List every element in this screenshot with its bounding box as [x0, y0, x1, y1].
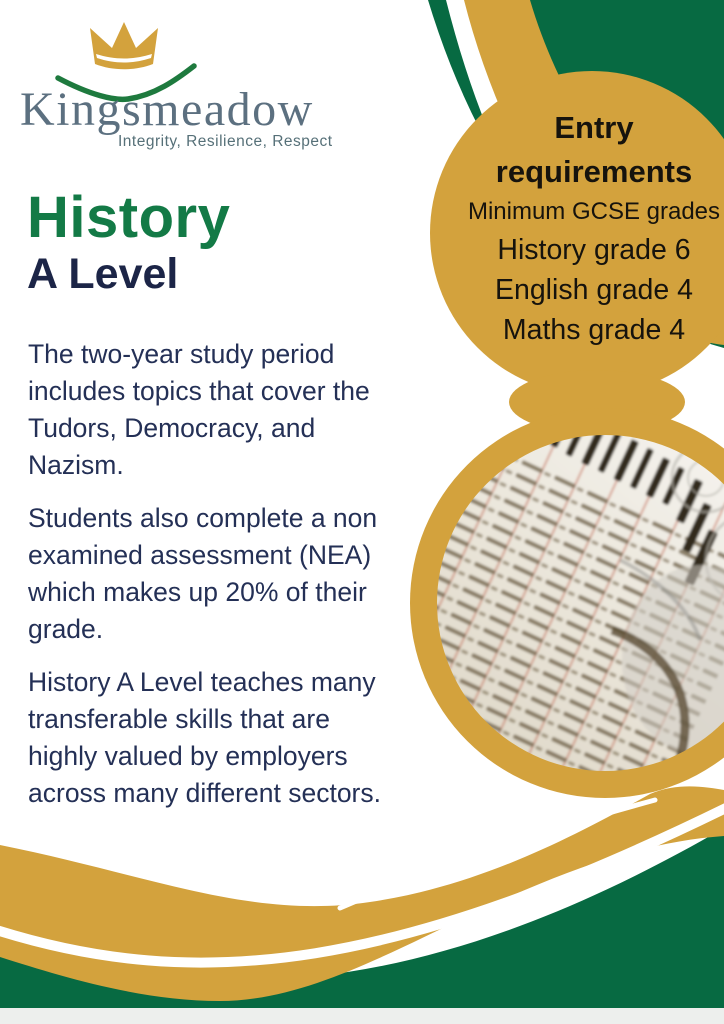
paragraph-skills: History A Level teaches many transferable skills that are highly valued by employers across many different sectors.: [28, 667, 381, 808]
course-subject: History: [27, 185, 231, 250]
course-level: A Level: [27, 249, 179, 298]
logo-wordmark: Kingsmeadow: [20, 83, 314, 136]
grade-requirement-english: English grade 4: [494, 274, 694, 306]
bottom-edge-strip: [0, 1008, 724, 1024]
course-description: [28, 336, 458, 828]
course-title: [27, 186, 230, 299]
school-logo: [0, 0, 360, 170]
logo-tagline: Integrity, Resilience, Respect: [118, 133, 333, 150]
paragraph-study-period: The two-year study period includes topics that cover the Tudors, Democracy, and Nazism.: [28, 339, 370, 480]
entry-requirements-subtitle: Minimum GCSE grades: [467, 198, 721, 225]
entry-requirements-title-2: requirements: [495, 154, 693, 189]
entry-requirements: [433, 106, 724, 350]
paragraph-nea: Students also complete a non examined assessment (NEA) which makes up 20% of their grade.: [28, 503, 378, 644]
grade-requirement-maths: Maths grade 4: [502, 314, 686, 346]
grade-requirement-history: History grade 6: [497, 234, 691, 266]
entry-requirements-title: Entry: [554, 110, 634, 145]
